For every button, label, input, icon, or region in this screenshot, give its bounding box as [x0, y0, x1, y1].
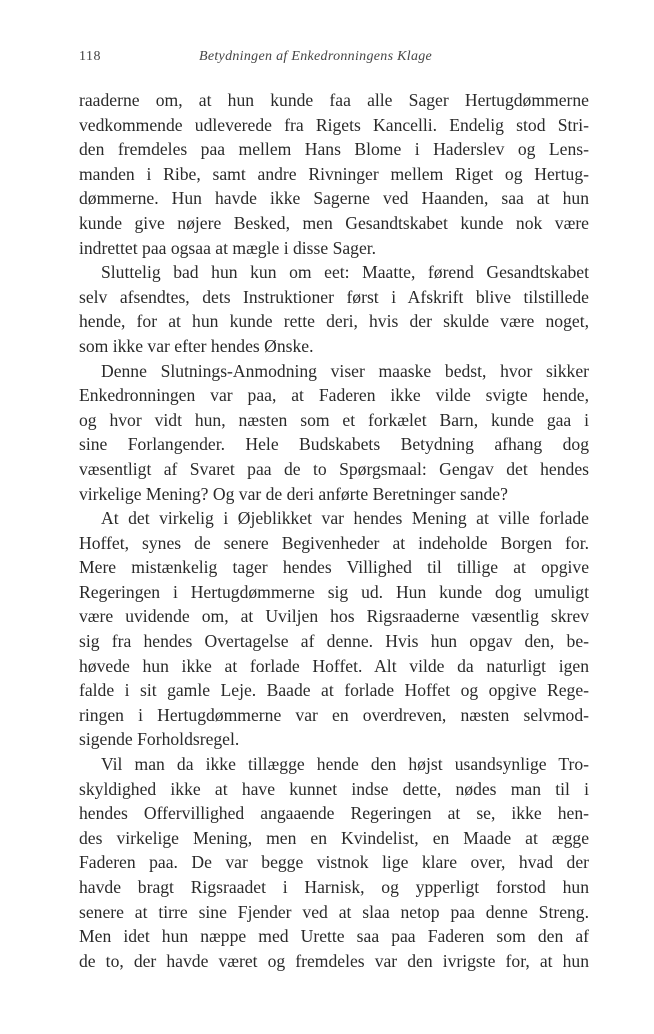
text-line: Faderen paa. De var begge vistnok lige klare over, hvad der: [79, 852, 589, 873]
text-line: og hvor vidt hun, næsten som et forkælet Barn, kunde gaa i: [79, 409, 589, 430]
text-line: Men idet hun næppe med Urette saa paa Faderen som den af: [79, 926, 589, 947]
text-line: skyldighed ikke at have kunnet indse dette, nødes man til i: [79, 778, 589, 799]
text-line: senere at tirre sine Fjender ved at slaa netop paa denne Streng.: [79, 901, 589, 922]
text-line: den fremdeles paa mellem Hans Blome i Haderslev og Lens-: [79, 139, 589, 160]
text-line: sine Forlangender. Hele Budskabets Betydning afhang dog: [79, 434, 589, 455]
text-line: hendes Offervillighed angaaende Regeringen at se, ikke hen-: [79, 803, 589, 824]
text-line: dømmerne. Hun havde ikke Sagerne ved Haanden, saa at hun: [79, 188, 589, 209]
text-line: væsentligt af Svaret paa de to Spørgsmaal: Gengav det hendes: [79, 458, 589, 479]
text-line: høvede hun ikke at forlade Hoffet. Alt vilde da naturligt igen: [79, 655, 589, 676]
text-line: Mere mistænkelig tager hendes Villighed til tillige at opgive: [79, 557, 589, 578]
text-line: Regeringen i Hertugdømmerne sig ud. Hun kunde dog umuligt: [79, 581, 589, 602]
text-line: des virkelige Mening, men en Kvindelist, en Maade at ægge: [79, 827, 589, 848]
text-line: ringen i Hertugdømmerne var en overdreven, næsten selvmod-: [79, 704, 589, 725]
text-line: Enkedronningen var paa, at Faderen ikke vilde svigte hende,: [79, 385, 589, 406]
text-line: At det virkelig i Øjeblikket var hendes Mening at ville forlade: [101, 508, 589, 529]
text-line: sig fra hendes Overtagelse af denne. Hvis hun opgav den, be-: [79, 631, 589, 652]
running-title: Betydningen af Enkedronningens Klage: [199, 49, 433, 64]
text-line: sigende Forholdsregel.: [79, 729, 240, 750]
text-line: hende, for at hun kunde rette deri, hvis der skulde være noget,: [79, 311, 589, 332]
text-line: havde bragt Rigsraadet i Harnisk, og ypperligt forstod hun: [79, 877, 589, 897]
text-line: de to, der havde været og fremdeles var den ivrigste for, at hun: [79, 950, 589, 971]
text-line: kunde give nøjere Besked, men Gesandtskabet kunde nok være: [79, 212, 589, 233]
text-line: indrettet paa ogsaa at mægle i disse Sager.: [79, 237, 377, 258]
text-line: selv afsendtes, dets Instruktioner først i Afskrift blive tilstillede: [79, 286, 589, 307]
text-line: Vil man da ikke tillægge hende den højst usandsynlige Tro-: [101, 754, 589, 775]
text-line: falde i sit gamle Leje. Baade at forlade Hoffet og opgive Rege-: [79, 680, 589, 701]
text-line: raaderne om, at hun kunde faa alle Sager Hertugdømmerne: [79, 90, 589, 110]
page-number: 118: [79, 49, 101, 64]
text-line: virkelige Mening? Og var de deri anførte Beretninger sande?: [79, 483, 508, 504]
body-text: [79, 88, 589, 973]
text-line: som ikke var efter hendes Ønske.: [79, 335, 314, 356]
book-page: [79, 44, 589, 971]
running-head: [79, 44, 589, 72]
text-line: Denne Slutnings-Anmodning viser maaske bedst, hvor sikker: [101, 360, 589, 381]
text-line: Sluttelig bad hun kun om eet: Maatte, førend Gesandtskabet: [101, 262, 589, 283]
text-line: være uvidende om, at Uviljen hos Rigsraaderne væsentlig skrev: [79, 606, 589, 627]
text-line: manden i Ribe, samt andre Rivninger mellem Riget og Hertug-: [79, 163, 589, 184]
text-line: Hoffet, synes de senere Begivenheder at indeholde Borgen for.: [79, 532, 589, 553]
text-line: vedkommende udleverede fra Rigets Kancelli. Endelig stod Stri-: [79, 114, 589, 135]
